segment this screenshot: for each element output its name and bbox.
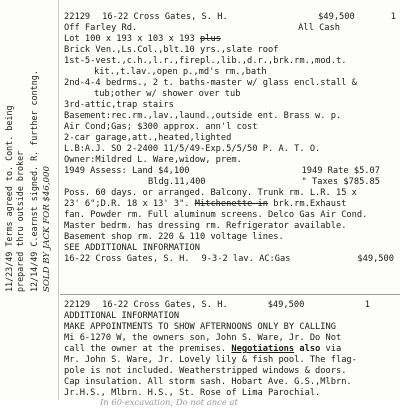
card1-header <box>64 12 396 23</box>
footer-price: $49,500 <box>357 254 394 264</box>
tax-rate: 1949 Rate $5.07 <box>301 166 380 176</box>
card2-line-3: MAKE APPOINTMENTS TO SHOW AFTERNOONS ONLY BY CALLING <box>64 322 336 332</box>
card2-faint-handwriting: In 60-excavation; Do not ance at <box>100 397 238 407</box>
card1-line-11: Air Cond;Gas; $300 approx. ann'l cost <box>64 122 258 132</box>
card1-line-13: L.B:A.J. SO 2-2400 11/5/49-Exp.5/5/50 P. A. T. O. <box>64 144 321 154</box>
card1-line-12: 2-car garage,att.,heated,lighted <box>64 133 232 143</box>
margin-note-line-1: 11/23/49 Terms agreed to. Cont. being <box>4 105 14 292</box>
card1-line-10: Basement:rec.rm.,lav.,laund.,outside ent. Brass w. p. <box>64 111 342 121</box>
card1-line-6: kit.,t.lav.,open p.,md's rm.,bath <box>94 67 267 77</box>
card1-assessment <box>64 166 380 177</box>
card1-line-4: Brick Ven.,Ls.Col.,blt.10 yrs.,slate roof <box>64 45 279 55</box>
assess-land: 1949 Assess: Land $4,100 <box>64 166 190 176</box>
card2-line-5: call the owner at the premises. Negotiations also via <box>64 344 342 354</box>
card1-footer <box>64 254 394 265</box>
also-word: also <box>299 344 321 354</box>
card-divider <box>60 294 400 295</box>
card1-line-21: Basement shop rm. 220 & 110 voltage lines. <box>64 232 284 242</box>
struck-text: Mitchenette in <box>194 199 268 209</box>
card1-line-5: 1st-5-vest.,c.h.,l.r.,firepl.,lib.,d.r.,brk.rm.,mod.t. <box>64 56 347 66</box>
card1-line-19: fan. Powder rm. Full aluminum screens. Delco Gas Air Cond. <box>64 210 368 220</box>
card1-line-20: Master bedrm. has dressing rm. Refrigerator available. <box>64 221 347 231</box>
listing-address: 16-22 Cross Gates, S. H. <box>102 300 228 310</box>
card2-line-7: pole is not included. Weatherstripped windows & doors. <box>64 366 347 376</box>
card2-line-8: Cap insulation. All storm sash. Hobart Ave. G.S.,Mlbrn. <box>64 377 352 387</box>
card1-line-17: Poss. 60 days. or arranged. Balcony. Trunk rm. L.R. 15 x <box>64 188 357 198</box>
card1-line-22: SEE ADDITIONAL INFORMATION <box>64 243 200 253</box>
terms: All Cash <box>298 23 340 33</box>
card1-line-2 <box>64 23 340 34</box>
listing-price: $49,500 <box>267 300 305 310</box>
card1-assessment-2 <box>148 177 380 188</box>
listing-card-main <box>60 12 400 292</box>
struck-word: plus <box>200 34 221 44</box>
card1-line-14: Owner:Mildred L. Ware,widow, prem. <box>64 155 242 165</box>
listing-address: 16-22 Cross Gates, S. H. <box>102 12 228 22</box>
card1-line-8: tub;other w/ shower over tub <box>94 89 241 99</box>
card1-line-9: 3rd-attic,trap stairs <box>64 100 174 110</box>
card1-line-7: 2nd-4-4 bedrms., 2 t. baths-master w/ glass encl.stall & <box>64 78 357 88</box>
listing-count: 1 <box>364 300 370 310</box>
assess-bldg: Bldg.11,400 <box>148 177 206 187</box>
card2-title: ADDITIONAL INFORMATION <box>64 311 180 321</box>
margin-note-line-3: 12/14/49 C.earnst signed. R. further contng. <box>29 70 39 292</box>
card-edge <box>58 0 59 400</box>
card1-line-18: 23' 6";D.R. 18 x 13' 3". Mitchenette in brk.rm.Exhaust <box>64 199 347 209</box>
footer-lav: 9-3-2 lav. AC:Gas <box>201 254 291 264</box>
card2-line-4: Mi 6-1270 W, the owners son, John S. Ware, Jr. Do Not <box>64 333 342 343</box>
listing-id: 22129 <box>64 300 91 310</box>
listing-count: 1 <box>390 12 396 22</box>
footer-address: 16-22 Cross Gates, S. H. <box>64 254 190 264</box>
card2-line-6: Mr. John S. Ware, Jr. Lovely lily & fish pool. The flag- <box>64 355 357 365</box>
card1-lot: Lot 100 x 193 x 103 x 193 plus <box>64 34 221 44</box>
card2-line-9: Jr.H.S., Mlbrn. H.S., St. Rose of Lima Parochial. <box>64 388 321 398</box>
road: Off Farley Rd. <box>64 23 138 33</box>
margin-note-line-4: SOLD BY JACK FOR $46,000 <box>42 166 52 292</box>
listing-id: 22129 <box>64 12 91 22</box>
margin-note-line-2: prepared thru outside broker <box>15 150 25 292</box>
taxes: " Taxes $785.85 <box>301 177 380 187</box>
listing-price: $49,500 <box>318 12 355 22</box>
listing-card-additional <box>60 300 400 407</box>
card2-header <box>64 300 370 311</box>
negotiations-word: Negotiations <box>231 344 295 354</box>
margin-notes <box>0 0 58 300</box>
